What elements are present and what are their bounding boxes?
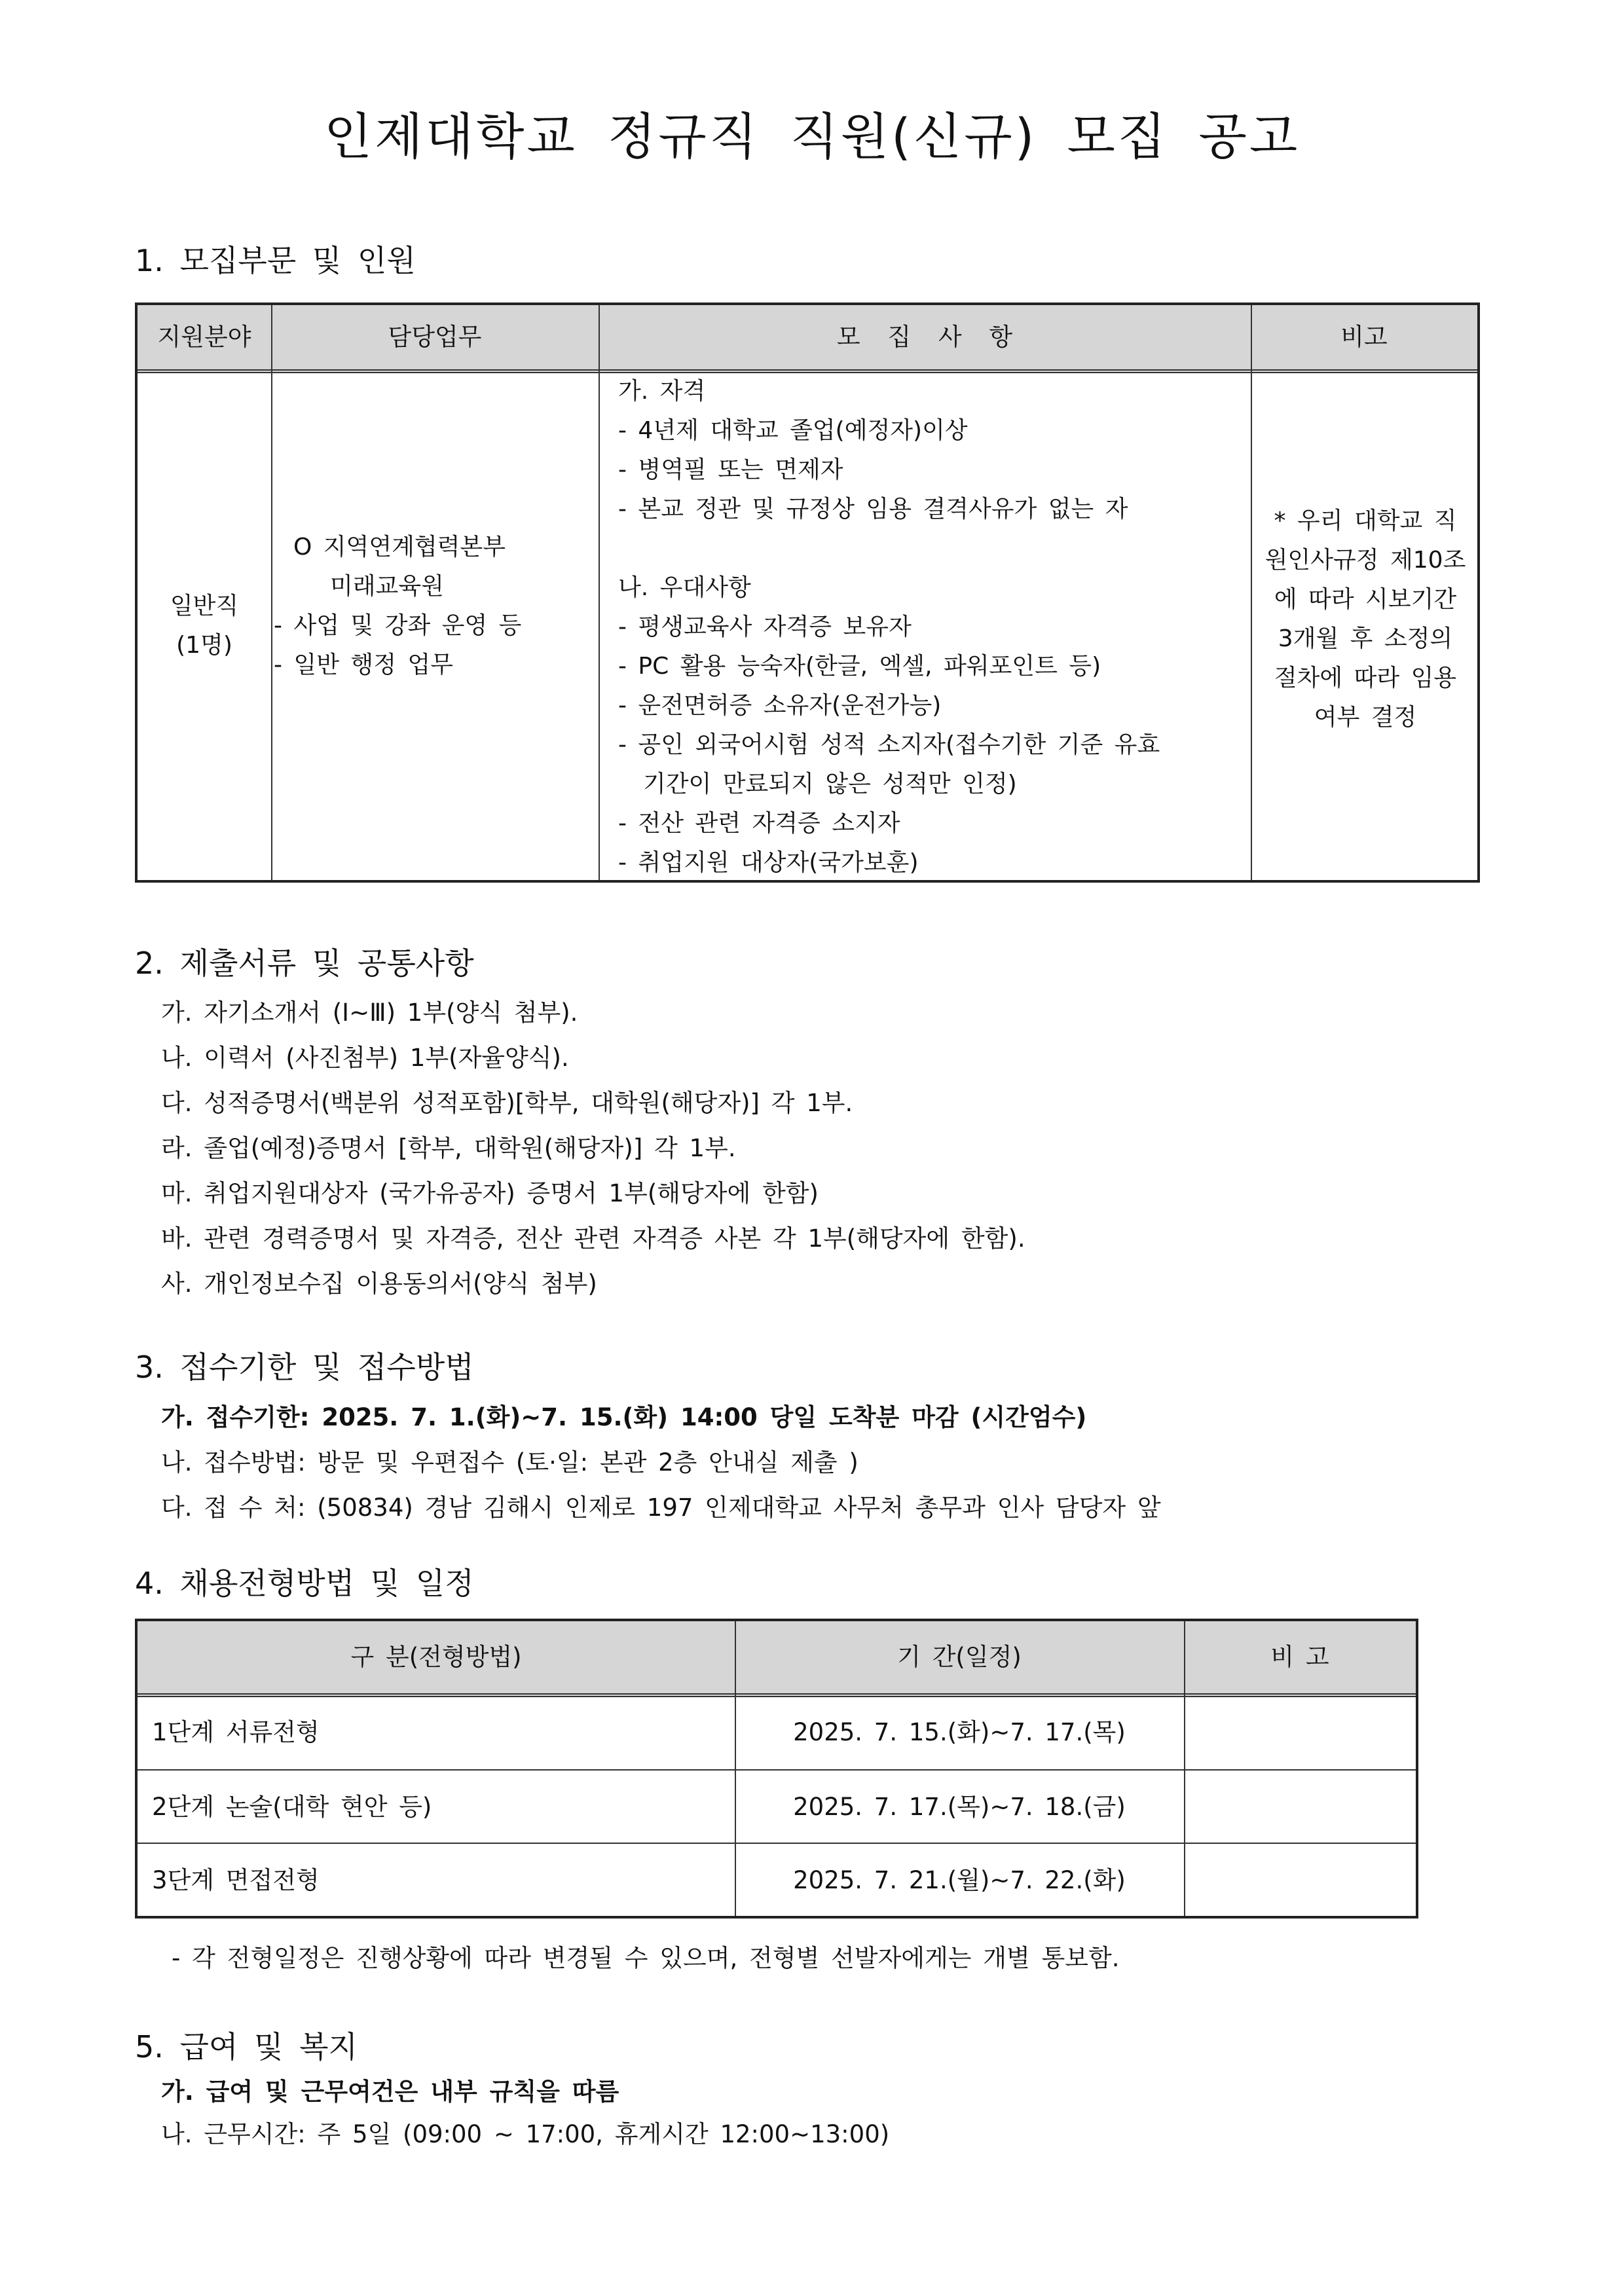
list-item: 다. 성적증명서(백분위 성적포함)[학부, 대학원(해당자)] 각 1부. <box>161 1089 853 1117</box>
page-title: 인제대학교 정규직 직원(신규) 모집 공고 <box>323 107 1301 166</box>
requirement-item: - 본교 정관 및 규정상 임용 결격사유가 없는 자 <box>618 496 1128 523</box>
benefits-list <box>161 2070 889 2156</box>
note-line: 여부 결정 <box>1314 704 1417 731</box>
method-item: 나. 접수방법: 방문 및 우편접수 (토·일: 본관 2층 안내실 제출 ) <box>161 1448 858 1477</box>
schedule-table <box>135 1619 1418 1919</box>
header-remark: 비 고 <box>1270 1643 1329 1671</box>
duty-item: - 일반 행정 업무 <box>274 652 453 678</box>
duty-item: O 지역연계협력본부 <box>293 534 506 560</box>
note-line: 절차에 따라 임용 <box>1274 665 1457 691</box>
period-cell: 2025. 7. 15.(화)~7. 17.(목) <box>793 1718 1126 1746</box>
header-duties: 담당업무 <box>388 323 482 351</box>
submission-list <box>161 1395 1161 1530</box>
field-count: (1명) <box>176 632 232 659</box>
duty-item: - 사업 및 강좌 운영 등 <box>274 612 522 639</box>
deadline-item: 가. 접수기한: 2025. 7. 1.(화)~7. 15.(화) 14:00 당일 도착분 마감 (시간엄수) <box>161 1403 1087 1431</box>
list-item: 나. 근무시간: 주 5일 (09:00 ~ 17:00, 휴게시간 12:00~13:00) <box>161 2120 890 2148</box>
documents-list <box>161 990 1025 1306</box>
requirement-item: - 병역필 또는 면제자 <box>618 456 843 483</box>
header-note: 비고 <box>1340 323 1388 351</box>
list-item: 마. 취업지원대상자 (국가유공자) 증명서 1부(해당자에 한함) <box>161 1179 819 1207</box>
note-line: * 우리 대학교 직 <box>1274 507 1457 534</box>
remark-cell <box>1184 1844 1416 1917</box>
list-item: 바. 관련 경력증명서 및 자격증, 전산 관련 자격증 사본 각 1부(해당자에 한함). <box>161 1224 1025 1253</box>
list-item: 가. 급여 및 근무여건은 내부 규칙을 따름 <box>161 2078 619 2106</box>
section5-heading: 5. 급여 및 복지 <box>135 2029 358 2065</box>
requirements-cell <box>618 372 1240 883</box>
header-period: 기 간(일정) <box>897 1643 1022 1671</box>
schedule-footnote-block <box>172 1936 1119 1981</box>
requirement-item: - 4년제 대학교 졸업(예정자)이상 <box>618 417 968 444</box>
stage-cell: 1단계 서류전형 <box>152 1718 320 1746</box>
field-name: 일반직 <box>170 593 239 619</box>
requirement-item: - 전산 관련 자격증 소지자 <box>618 810 900 837</box>
schedule-footnote: - 각 전형일정은 진행상황에 따라 변경될 수 있으며, 전형별 선발자에게는 개별 통보함. <box>172 1944 1120 1972</box>
list-item: 라. 졸업(예정)증명서 [학부, 대학원(해당자)] 각 1부. <box>161 1134 736 1162</box>
header-field: 지원분야 <box>157 323 251 351</box>
period-cell: 2025. 7. 17.(목)~7. 18.(금) <box>793 1793 1126 1821</box>
period-cell: 2025. 7. 21.(월)~7. 22.(화) <box>793 1866 1126 1894</box>
requirement-item: - 취업지원 대상자(국가보훈) <box>618 849 919 876</box>
stage-cell: 2단계 논술(대학 현안 등) <box>152 1793 432 1821</box>
requirement-item: - 공인 외국어시험 성적 소지자(접수기한 기준 유효 <box>618 731 1160 758</box>
field-cell <box>138 587 271 665</box>
section1-heading: 1. 모집부문 및 인원 <box>135 243 416 278</box>
section3-heading: 3. 접수기한 및 접수방법 <box>135 1349 474 1385</box>
recruitment-table <box>135 303 1480 883</box>
requirement-item: 나. 우대사항 <box>618 574 751 601</box>
requirement-item: 기간이 만료되지 않은 성적만 인정) <box>643 771 1017 798</box>
requirement-item: - 운전면허증 소유자(운전가능) <box>618 692 942 719</box>
duty-item: 미래교육원 <box>330 573 444 600</box>
requirement-item: 가. 자격 <box>618 378 706 405</box>
requirement-item: - 평생교육사 자격증 보유자 <box>618 614 912 640</box>
remark-cell <box>1184 1696 1416 1769</box>
requirement-item: - PC 활용 능숙자(한글, 엑셀, 파워포인트 등) <box>618 653 1101 680</box>
note-line: 3개월 후 소정의 <box>1278 625 1453 652</box>
stage-cell: 3단계 면접전형 <box>152 1866 320 1894</box>
list-item: 사. 개인정보수집 이용동의서(양식 첨부) <box>161 1270 597 1298</box>
note-cell <box>1253 502 1477 737</box>
section2-heading: 2. 제출서류 및 공통사항 <box>135 946 474 981</box>
list-item: 가. 자기소개서 (Ⅰ~Ⅲ) 1부(양식 첨부). <box>161 999 578 1027</box>
address-item: 다. 접 수 처: (50834) 경남 김해시 인제로 197 인제대학교 사무처 총무과 인사 담당자 앞 <box>161 1494 1161 1522</box>
header-stage: 구 분(전형방법) <box>350 1643 522 1671</box>
remark-cell <box>1184 1771 1416 1844</box>
list-item: 나. 이력서 (사진첨부) 1부(자율양식). <box>161 1044 569 1072</box>
note-line: 원인사규정 제10조 <box>1264 547 1466 574</box>
requirement-spacer <box>618 529 1240 568</box>
header-requirements: 모 집 사 항 <box>836 323 1013 351</box>
duties-cell <box>274 528 595 685</box>
note-line: 에 따라 시보기간 <box>1274 586 1457 613</box>
section4-heading: 4. 채용전형방법 및 일정 <box>135 1566 474 1601</box>
